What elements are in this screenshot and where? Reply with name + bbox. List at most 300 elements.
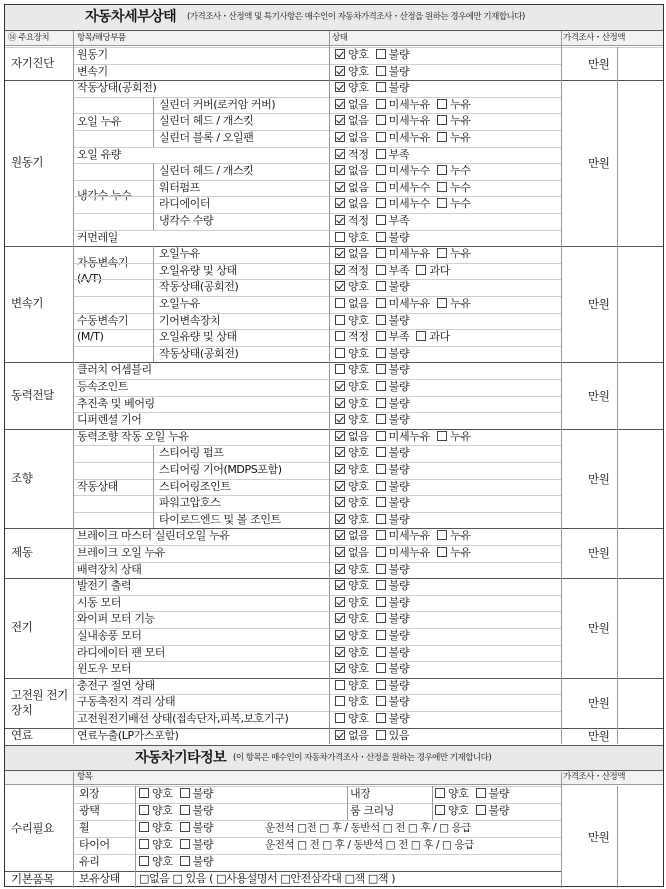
- checked-box[interactable]: [335, 132, 345, 142]
- checkbox[interactable]: [335, 331, 345, 341]
- status-options: [335, 47, 416, 63]
- status-option: [180, 803, 214, 819]
- status-options: [335, 396, 416, 412]
- status-option: [335, 329, 369, 345]
- glass-options: [139, 854, 220, 870]
- price-cell[interactable]: 만원: [588, 388, 610, 403]
- checkbox[interactable]: [435, 805, 445, 815]
- option-label: 불량: [388, 64, 410, 78]
- checkbox[interactable]: [180, 788, 190, 798]
- status-options: [335, 263, 457, 279]
- status-option: [376, 711, 410, 727]
- checkbox[interactable]: [376, 315, 386, 325]
- checked-box[interactable]: [335, 99, 345, 109]
- checkbox[interactable]: [435, 788, 445, 798]
- checkbox[interactable]: [376, 381, 386, 391]
- inspection-sheet: [4, 4, 664, 887]
- status-option: [376, 562, 410, 578]
- checked-box[interactable]: [335, 265, 345, 275]
- checkbox[interactable]: [376, 348, 386, 358]
- option-label: 불량: [388, 48, 410, 61]
- option-label: 불량: [192, 804, 214, 817]
- checkbox[interactable]: [437, 547, 447, 557]
- status-option: [335, 279, 369, 295]
- status-option: [376, 678, 410, 694]
- checkbox[interactable]: [376, 464, 386, 474]
- checkbox[interactable]: [139, 839, 149, 849]
- checked-box[interactable]: [335, 49, 345, 59]
- status-option: [335, 694, 369, 710]
- status-option: [376, 296, 430, 312]
- option-label: 누유: [449, 114, 471, 128]
- status-option: [376, 64, 410, 80]
- status-option: [376, 512, 410, 528]
- checkbox[interactable]: [376, 132, 386, 142]
- status-options: [335, 512, 416, 528]
- status-option: [335, 213, 369, 229]
- checkbox[interactable]: [335, 696, 345, 706]
- checkbox[interactable]: [376, 149, 386, 159]
- checkbox[interactable]: [376, 66, 386, 76]
- status-option: [437, 113, 471, 129]
- checked-box[interactable]: [335, 730, 345, 740]
- status-options: [335, 661, 416, 677]
- status-option: [335, 595, 369, 611]
- option-label: 미세누유: [388, 114, 430, 128]
- status-option: [376, 545, 430, 561]
- checkbox[interactable]: [376, 447, 386, 457]
- option-label: 양호: [348, 81, 369, 95]
- status-options: [335, 479, 416, 495]
- option-label: 미세누유: [388, 97, 430, 111]
- status-options: [335, 64, 416, 80]
- category-label: 원동기: [11, 155, 44, 170]
- checkbox[interactable]: [376, 364, 386, 374]
- checkbox[interactable]: [416, 265, 426, 275]
- checkbox[interactable]: [376, 82, 386, 92]
- item-label: 실내송풍 모터: [77, 629, 142, 642]
- checkbox[interactable]: [376, 248, 386, 258]
- item-label: 등속조인트: [77, 380, 129, 393]
- option-label: 부족: [388, 330, 410, 344]
- section2-title: 자동차기타정보: [135, 750, 227, 766]
- checkbox[interactable]: [437, 182, 447, 192]
- checkbox[interactable]: [376, 564, 386, 574]
- status-option: [180, 820, 214, 836]
- checked-box[interactable]: [335, 663, 345, 673]
- status-option: [335, 97, 369, 113]
- category-label: 전기: [11, 620, 33, 634]
- tire_positions-text: 운전석 □ 전 □ 후 / 동반석 □ 전 □ 후 / □ 응급: [265, 839, 474, 851]
- option-label: 불량: [388, 512, 410, 526]
- checkbox[interactable]: [376, 165, 386, 175]
- status-option: [376, 728, 410, 744]
- status-option: [335, 80, 369, 96]
- checkbox[interactable]: [376, 514, 386, 524]
- checkbox[interactable]: [335, 298, 345, 308]
- status-options: [335, 628, 416, 644]
- status-option: [335, 47, 369, 63]
- checkbox[interactable]: [335, 364, 345, 374]
- status-option: [335, 562, 369, 578]
- checkbox[interactable]: [335, 348, 345, 358]
- status-option: [376, 180, 430, 196]
- status-option: [335, 678, 369, 694]
- status-options: [335, 362, 416, 378]
- option-label: 미세누수: [388, 164, 430, 178]
- option-label: 양호: [348, 463, 369, 476]
- option-label: 적정: [348, 330, 369, 344]
- price-cell[interactable]: 만원: [588, 156, 610, 171]
- sub-item-label: 오일유량 및 상태: [159, 330, 237, 344]
- checkbox[interactable]: [376, 49, 386, 59]
- checkbox[interactable]: [376, 115, 386, 125]
- option-label: 양호: [348, 512, 369, 526]
- status-option: [335, 462, 369, 478]
- option-label: 양호: [448, 804, 469, 817]
- status-options: [335, 296, 478, 312]
- checked-box[interactable]: [335, 165, 345, 175]
- status-option: [437, 130, 471, 146]
- checked-box[interactable]: [335, 66, 345, 76]
- checked-box[interactable]: [335, 215, 345, 225]
- checkbox[interactable]: [376, 232, 386, 242]
- status-option: [376, 80, 410, 96]
- status-options: [335, 562, 416, 578]
- checked-box[interactable]: [335, 530, 345, 540]
- item-label: 수동변속기 (M/T): [77, 314, 129, 344]
- checkbox[interactable]: [437, 132, 447, 142]
- status-options: [335, 163, 478, 179]
- checkbox[interactable]: [376, 298, 386, 308]
- checkbox[interactable]: [376, 730, 386, 740]
- status-option: [180, 837, 214, 853]
- status-option: [376, 379, 410, 395]
- status-options: [335, 412, 416, 428]
- status-option: [376, 661, 410, 677]
- checkbox[interactable]: [335, 315, 345, 325]
- option-label: 양호: [348, 579, 369, 593]
- checked-box[interactable]: [335, 82, 345, 92]
- column-divider: [73, 772, 74, 888]
- checkbox[interactable]: [139, 805, 149, 815]
- checkbox[interactable]: [180, 822, 190, 832]
- checked-box[interactable]: [335, 447, 345, 457]
- option-label: 누유: [449, 97, 471, 111]
- checkbox[interactable]: [376, 547, 386, 557]
- option-label: 불량: [388, 496, 410, 510]
- checkbox[interactable]: [180, 805, 190, 815]
- option-label: 없음: [348, 114, 369, 128]
- option-label: 양호: [348, 48, 369, 61]
- checked-box[interactable]: [335, 564, 345, 574]
- status-option: [376, 479, 410, 495]
- checked-box[interactable]: [335, 497, 345, 507]
- checkbox[interactable]: [376, 265, 386, 275]
- checkbox[interactable]: [376, 481, 386, 491]
- checkbox[interactable]: [335, 232, 345, 242]
- category-label: 변속기: [11, 296, 44, 311]
- checked-box[interactable]: [335, 398, 345, 408]
- checkbox[interactable]: [416, 331, 426, 341]
- status-option: [435, 786, 469, 802]
- option-label: 양호: [348, 313, 369, 327]
- checkbox[interactable]: [376, 530, 386, 540]
- status-option: [376, 113, 430, 129]
- checkbox[interactable]: [376, 647, 386, 657]
- status-option: [180, 854, 214, 870]
- option-label: 부족: [388, 147, 410, 161]
- checkbox[interactable]: [376, 198, 386, 208]
- status-option: [335, 130, 369, 146]
- status-option: [437, 180, 471, 196]
- category-label: 조향: [11, 470, 33, 485]
- status-option: [437, 296, 471, 312]
- status-option: [437, 97, 471, 113]
- interior-options: [435, 786, 516, 802]
- status-option: [376, 595, 410, 611]
- checkbox[interactable]: [437, 115, 447, 125]
- sub-item-label: 스티어링 기어(MDPS포함): [159, 463, 282, 476]
- checkbox[interactable]: [437, 298, 447, 308]
- row-divider: [5, 246, 663, 247]
- option-label: 부족: [388, 214, 410, 227]
- section2-header: [5, 771, 663, 785]
- checked-box[interactable]: [335, 115, 345, 125]
- checked-box[interactable]: [335, 248, 345, 258]
- item-label: 브레이크 마스터 실린더오일 누유: [77, 529, 230, 543]
- checked-box[interactable]: [335, 431, 345, 441]
- status-option: [376, 313, 410, 329]
- option-label: 양호: [348, 629, 369, 642]
- option-label: 누수: [449, 164, 471, 178]
- checked-box[interactable]: [335, 630, 345, 640]
- gloss-label: 광택: [79, 804, 100, 817]
- sub-item-label: 기어변속장치: [159, 313, 221, 327]
- option-label: 불량: [388, 562, 410, 576]
- checked-box[interactable]: [335, 414, 345, 424]
- option-label: 양호: [348, 662, 369, 676]
- header-price: 가격조사・산정액: [563, 33, 625, 43]
- checkbox[interactable]: [376, 414, 386, 424]
- item-label: 자동변속기 (A/T): [77, 256, 129, 286]
- price-cell[interactable]: 만원: [588, 829, 610, 844]
- item-label: 와이퍼 모터 기능: [77, 612, 155, 626]
- checked-box[interactable]: [335, 580, 345, 590]
- price-cell[interactable]: 만원: [588, 728, 610, 743]
- column-divider: [617, 47, 618, 744]
- status-option: [376, 346, 410, 362]
- checkbox[interactable]: [476, 788, 486, 798]
- option-label: 양호: [152, 838, 173, 851]
- status-option: [376, 263, 410, 279]
- section1-title-bar: [5, 5, 663, 31]
- checkbox[interactable]: [376, 215, 386, 225]
- status-option: [335, 661, 369, 677]
- tire-label: 타이어: [79, 838, 110, 851]
- item-label: 냉각수 누수: [77, 189, 132, 203]
- checkbox[interactable]: [376, 99, 386, 109]
- status-options: [335, 462, 416, 478]
- checkbox[interactable]: [376, 630, 386, 640]
- checked-box[interactable]: [335, 381, 345, 391]
- status-option: [437, 246, 471, 262]
- status-option: [416, 263, 450, 279]
- checked-box[interactable]: [335, 597, 345, 607]
- basic-label: 보유상태: [79, 872, 120, 885]
- checkbox[interactable]: [376, 182, 386, 192]
- price-cell[interactable]: 만원: [588, 546, 610, 561]
- checkbox[interactable]: [139, 822, 149, 832]
- checkbox[interactable]: [437, 99, 447, 109]
- column-divider: [135, 786, 136, 888]
- item-label: 추진축 및 베어링: [77, 396, 155, 410]
- checkbox[interactable]: [376, 696, 386, 706]
- checked-box[interactable]: [335, 547, 345, 557]
- status-option: [376, 694, 410, 710]
- checkbox[interactable]: [437, 248, 447, 258]
- checkbox[interactable]: [376, 497, 386, 507]
- checkbox[interactable]: [376, 580, 386, 590]
- item-label: 작동상태(공회전): [77, 81, 157, 95]
- status-option: [376, 445, 410, 461]
- sub-item-label: 워터펌프: [159, 180, 200, 194]
- category-label: 고전원 전기장치: [11, 687, 68, 717]
- checkbox[interactable]: [376, 431, 386, 441]
- checkbox[interactable]: [376, 680, 386, 690]
- option-label: 과다: [429, 263, 450, 277]
- option-label: 누유: [449, 529, 471, 543]
- checkbox[interactable]: [376, 398, 386, 408]
- checked-box[interactable]: [335, 464, 345, 474]
- item-label: 충전구 절연 상태: [77, 678, 155, 692]
- checkbox[interactable]: [376, 281, 386, 291]
- status-option: [376, 462, 410, 478]
- status-options: [335, 130, 478, 146]
- checkbox[interactable]: [139, 856, 149, 866]
- item-label: 고전원전기배선 상태(접속단자,피복,보호기구): [77, 712, 289, 725]
- sub-item-label: 실린더 헤드 / 개스킷: [159, 164, 254, 178]
- checked-box[interactable]: [335, 198, 345, 208]
- option-label: 없음: [348, 429, 369, 443]
- status-options: [335, 645, 416, 661]
- option-label: 불량: [388, 678, 410, 692]
- wheel_positions-text: 운전석 □전 □ 후 / 동반석 □ 전 □ 후 / □ 응급: [265, 822, 472, 834]
- item-label: 오일 누유: [77, 114, 122, 128]
- sub-item-label: 오일누유: [159, 297, 200, 310]
- checked-box[interactable]: [335, 481, 345, 491]
- status-options: [335, 113, 478, 129]
- option-label: 양호: [348, 595, 369, 609]
- checkbox[interactable]: [180, 856, 190, 866]
- option-label: 양호: [348, 230, 369, 244]
- checked-box[interactable]: [335, 613, 345, 623]
- option-label: 양호: [348, 413, 369, 427]
- option-label: 양호: [348, 695, 369, 709]
- checkbox[interactable]: [376, 713, 386, 723]
- option-label: 과다: [429, 330, 450, 344]
- checkbox[interactable]: [335, 713, 345, 723]
- option-label: 없음: [348, 131, 369, 144]
- status-option: [376, 628, 410, 644]
- column-divider: [432, 786, 433, 820]
- sub-item-label: 오일누유: [159, 247, 200, 261]
- sub-item-label: 실린더 헤드 / 개스킷: [159, 114, 254, 128]
- option-label: 누유: [449, 131, 471, 144]
- option-label: 양호: [152, 787, 173, 800]
- option-label: 양호: [348, 712, 369, 725]
- checkbox[interactable]: [437, 431, 447, 441]
- checkbox[interactable]: [139, 788, 149, 798]
- checkbox[interactable]: [376, 663, 386, 673]
- checkbox[interactable]: [437, 198, 447, 208]
- status-option: [376, 213, 410, 229]
- status-options: [335, 578, 416, 594]
- category-label: 수리필요: [11, 820, 54, 835]
- status-option: [376, 246, 430, 262]
- checkbox[interactable]: [376, 331, 386, 341]
- status-options: [335, 230, 416, 246]
- checked-box[interactable]: [335, 647, 345, 657]
- option-label: 불량: [388, 413, 410, 427]
- option-label: 불량: [388, 595, 410, 609]
- checked-box[interactable]: [335, 514, 345, 524]
- tire-options: [139, 837, 220, 853]
- section2-subtitle: (이 항목은 매수인이 자동차가격조사・산정을 원하는 경우에만 기재합니다): [233, 753, 492, 763]
- exterior-options: [139, 786, 220, 802]
- checked-box[interactable]: [335, 182, 345, 192]
- status-options: [335, 379, 416, 395]
- status-option: [335, 362, 369, 378]
- checked-box[interactable]: [335, 149, 345, 159]
- checkbox[interactable]: [376, 597, 386, 607]
- checkbox[interactable]: [437, 165, 447, 175]
- option-label: 불량: [388, 380, 410, 393]
- option-label: 양호: [348, 380, 369, 393]
- status-options: [335, 97, 478, 113]
- checkbox[interactable]: [376, 613, 386, 623]
- category-label: 연료: [11, 727, 33, 742]
- status-option: [376, 528, 430, 544]
- item-label: 동력조향 작동 오일 누유: [77, 429, 189, 443]
- checkbox[interactable]: [180, 839, 190, 849]
- sub-item-label: 파워고압호스: [159, 496, 221, 510]
- status-option: [476, 803, 510, 819]
- status-option: [335, 711, 369, 727]
- price-cell[interactable]: 만원: [588, 695, 610, 710]
- room_cleaning-options: [435, 803, 516, 819]
- sub-item-label: 라디에이터: [159, 197, 211, 211]
- price-cell[interactable]: 만원: [588, 621, 610, 635]
- option-label: 불량: [192, 821, 214, 834]
- price-cell[interactable]: 만원: [588, 471, 610, 486]
- option-label: 양호: [348, 346, 369, 360]
- price-cell[interactable]: 만원: [588, 56, 610, 71]
- status-option: [335, 645, 369, 661]
- status-option: [335, 396, 369, 412]
- checkbox[interactable]: [476, 805, 486, 815]
- status-option: [376, 495, 410, 511]
- status-option: [376, 329, 410, 345]
- status-option: [376, 429, 430, 445]
- option-label: 누유: [449, 297, 471, 310]
- status-option: [376, 196, 430, 212]
- checked-box[interactable]: [335, 281, 345, 291]
- sub-column-divider: [153, 163, 154, 229]
- price-cell[interactable]: 만원: [588, 297, 610, 312]
- checkbox[interactable]: [335, 680, 345, 690]
- checkbox[interactable]: [437, 530, 447, 540]
